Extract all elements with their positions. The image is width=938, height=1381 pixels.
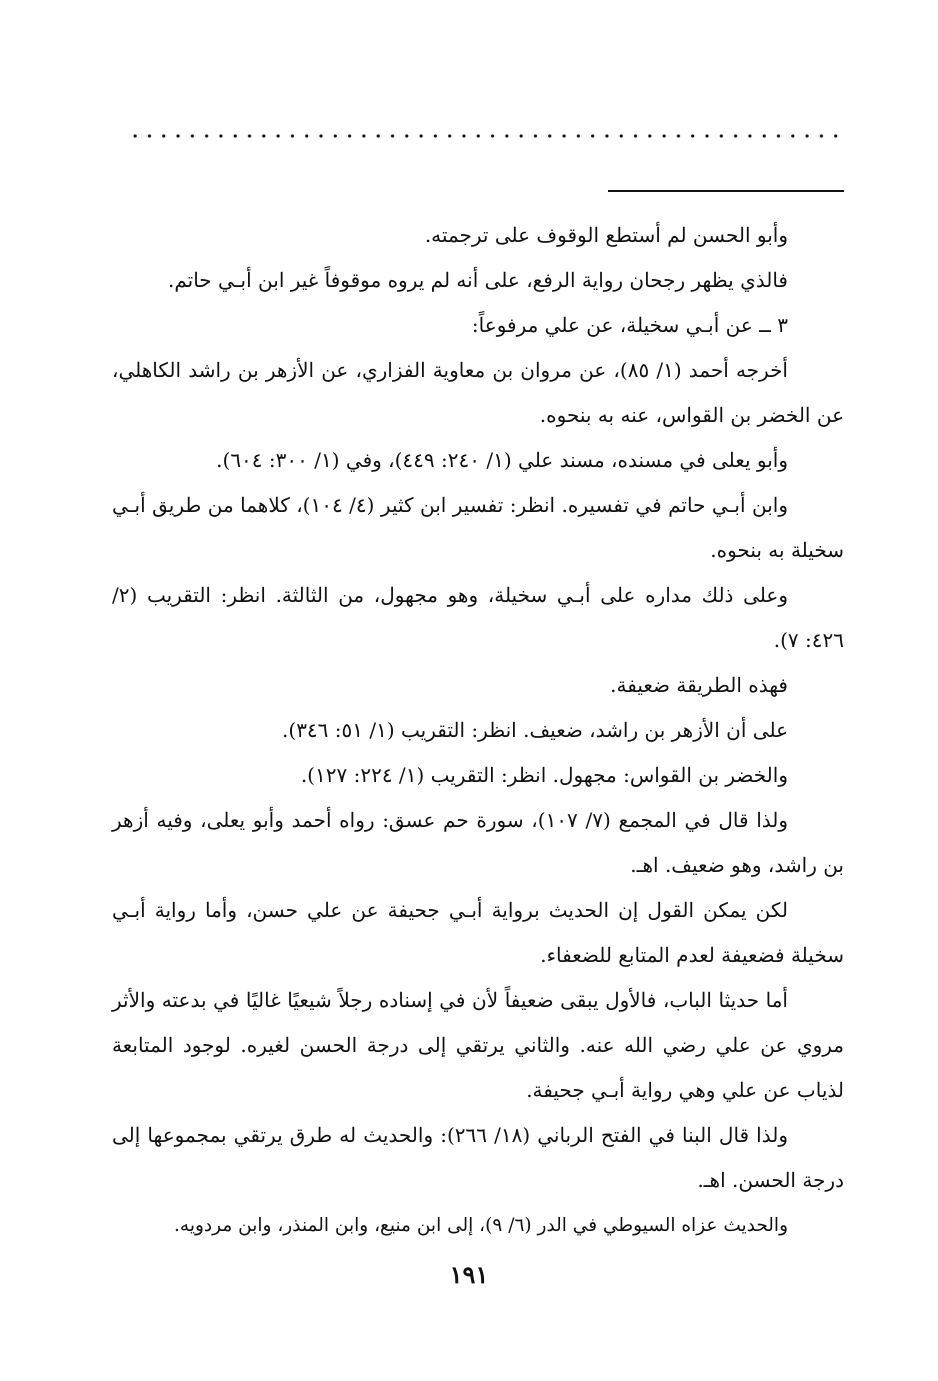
section-heading: ٣ ــ عن أبـي سخيلة، عن علي مرفوعاً:	[471, 313, 788, 337]
paragraph: أخرجه أحمد (١/ ٨٥)، عن مروان بن معاوية الفزاري، عن الأزهر بن راشد الكاهلي، عن الخضر بن القواس، عنه به بنحوه.	[112, 358, 844, 427]
page-number: ١٩١	[449, 1260, 489, 1289]
header-dotted-rule	[128, 134, 843, 138]
paragraph: والخضر بن القواس: مجهول. انظر: التقريب (١/ ٢٢٤: ١٢٧).	[300, 763, 788, 787]
paragraph: وأبو يعلى في مسنده، مسند علي (١/ ٢٤٠: ٤٤٩)، وفي (١/ ٣٠٠: ٦٠٤).	[216, 448, 788, 472]
paragraph: ولذا قال البنا في الفتح الرباني (١٨/ ٢٦٦): والحديث له طرق يرتقي بمجموعها إلى درجة الحسن. اهـ.	[112, 1123, 844, 1192]
paragraph: ولذا قال في المجمع (٧/ ١٠٧)، سورة حم عسق: رواه أحمد وأبو يعلى، وفيه أزهر بن راشد، وهو ضعيف. اهـ.	[112, 808, 844, 877]
paragraph: فالذي يظهر رجحان رواية الرفع، على أنه لم يروه موقوفاً غير ابن أبـي حاتم.	[167, 268, 788, 292]
paragraph: وأبو الحسن لم أستطع الوقوف على ترجمته.	[424, 223, 788, 247]
paragraph: والحديث عزاه السيوطي في الدر (٦/ ٩)، إلى ابن منيع، وابن المنذر، وابن مردويه.	[174, 1215, 788, 1236]
paragraph: أما حديثا الباب، فالأول يبقى ضعيفاً لأن في إسناده رجلاً شيعيًا غاليًا في بدعته والأثر مروي عن علي رضي الله عنه. والثاني يرتقي إلى درجة الحسن لغيره. لوجود المتابعة لذياب عن علي وهي رواية أبـي جحيفة.	[112, 988, 844, 1102]
footnote-separator	[608, 190, 844, 192]
paragraph: فهذه الطريقة ضعيفة.	[610, 673, 788, 697]
paragraph: وابن أبـي حاتم في تفسيره. انظر: تفسير ابن كثير (٤/ ١٠٤)، كلاهما من طريق أبـي سخيلة به بنحوه.	[112, 493, 844, 562]
paragraph: على أن الأزهر بن راشد، ضعيف. انظر: التقريب (١/ ٥١: ٣٤٦).	[282, 718, 788, 742]
page-body	[112, 213, 844, 1248]
paragraph: لكن يمكن القول إن الحديث برواية أبـي جحيفة عن علي حسن، وأما رواية أبـي سخيلة فضعيفة لعدم المتابع للضعفاء.	[112, 898, 844, 967]
paragraph: وعلى ذلك مداره على أبـي سخيلة، وهو مجهول، من الثالثة. انظر: التقريب (٢/ ٤٢٦: ٧).	[112, 583, 844, 652]
